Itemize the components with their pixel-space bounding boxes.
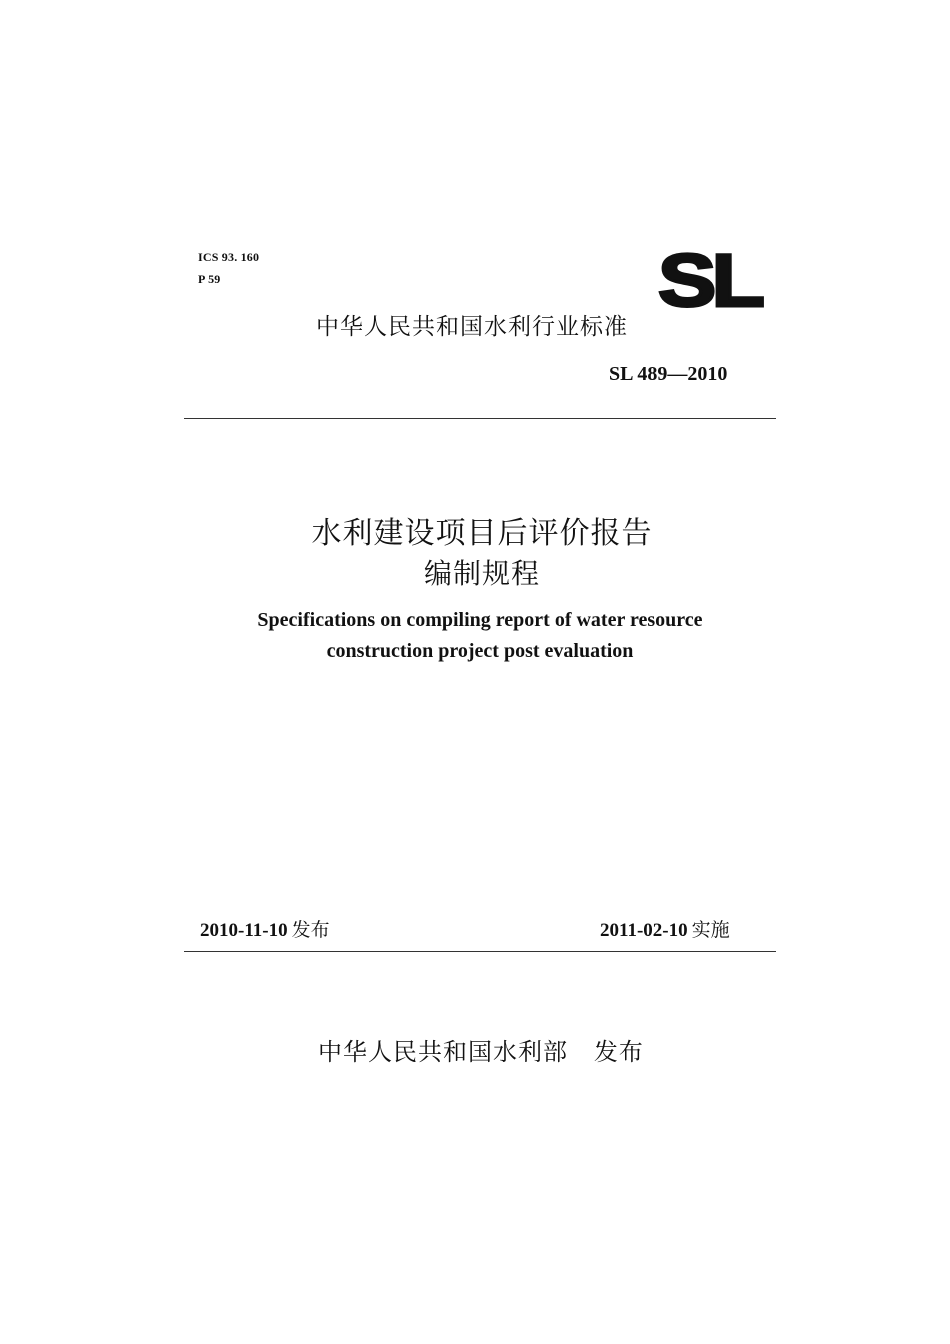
implementation-date-value: 2011-02-10 [600,920,688,941]
sl-logo: SL [658,239,761,322]
ics-code: ICS 93. 160 [198,250,260,264]
publisher-action: 发布 [593,1038,644,1066]
title-english-line1: Specifications on compiling report of water resource [257,609,703,631]
issue-date-label: 发布 [291,919,330,941]
publisher [318,1032,644,1067]
top-divider [184,418,776,419]
publisher-name: 中华人民共和国水利部 [318,1038,568,1066]
ccs-code: P 59 [198,272,221,286]
standard-number: SL 489—2010 [609,363,728,385]
title-english-line2: construction project post evaluation [326,640,634,662]
implementation-date-label: 实施 [691,919,730,941]
implementation-date [600,915,730,942]
issue-date [200,915,330,942]
bottom-divider [184,951,776,952]
title-chinese-line2: 编制规程 [423,557,540,590]
issue-date-value: 2010-11-10 [200,920,288,941]
standard-type: 中华人民共和国水利行业标准 [316,314,628,340]
title-chinese-line1: 水利建设项目后评价报告 [311,516,653,551]
